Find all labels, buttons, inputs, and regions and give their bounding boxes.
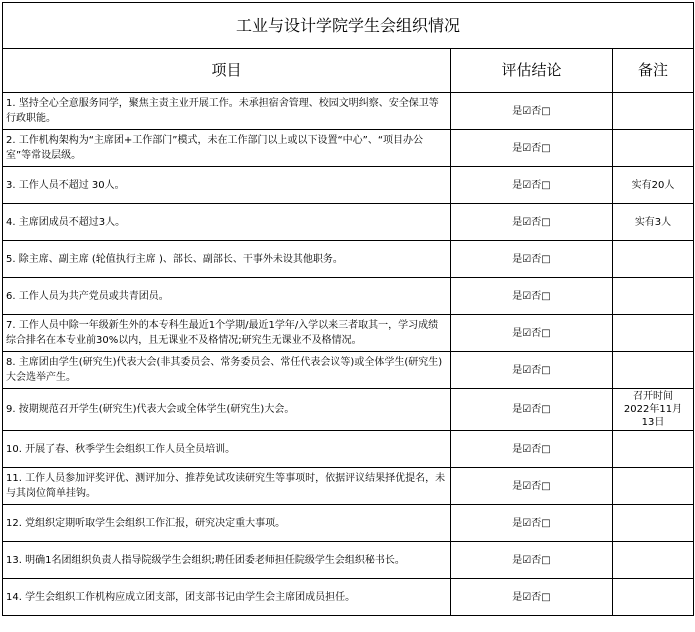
table-row	[3, 167, 694, 204]
remark-cell: 实有20人	[613, 167, 694, 204]
item-cell: 11. 工作人员参加评奖评优、测评加分、推荐免试攻读研究生等事项时，依据评议结果择优提名，未与其岗位简单挂钩。	[3, 468, 451, 505]
result-cell: 是☑否□	[451, 315, 613, 352]
item-cell: 12. 党组织定期听取学生会组织工作汇报，研究决定重大事项。	[3, 505, 451, 542]
item-cell: 3. 工作人员不超过 30人。	[3, 167, 451, 204]
table-row	[3, 204, 694, 241]
header-item: 项目	[3, 49, 451, 93]
table-row	[3, 241, 694, 278]
result-cell: 是☑否□	[451, 93, 613, 130]
item-cell: 7. 工作人员中除一年级新生外的本专科生最近1个学期/最近1学年/入学以来三者取其一，学习成绩综合排名在本专业前30%以内，且无课业不及格情况;研究生无课业不及格情况。	[3, 315, 451, 352]
table-row	[3, 468, 694, 505]
result-cell: 是☑否□	[451, 579, 613, 616]
table-row	[3, 542, 694, 579]
result-cell: 是☑否□	[451, 468, 613, 505]
item-cell: 5. 除主席、副主席 (轮值执行主席 )、部长、副部长、干事外未设其他职务。	[3, 241, 451, 278]
item-cell: 1. 坚持全心全意服务同学，聚焦主责主业开展工作。未承担宿舍管理、校园文明纠察、安全保卫等行政职能。	[3, 93, 451, 130]
table-row	[3, 505, 694, 542]
item-cell: 8. 主席团由学生(研究生)代表大会(非其委员会、常务委员会、常任代表会议等)或全体学生(研究生)大会选举产生。	[3, 352, 451, 389]
remark-cell	[613, 579, 694, 616]
result-cell: 是☑否□	[451, 167, 613, 204]
item-cell: 10. 开展了春、秋季学生会组织工作人员全员培训。	[3, 431, 451, 468]
result-cell: 是☑否□	[451, 130, 613, 167]
item-cell: 14. 学生会组织工作机构应成立团支部，团支部书记由学生会主席团成员担任。	[3, 579, 451, 616]
remark-cell	[613, 241, 694, 278]
remark-cell	[613, 278, 694, 315]
remark-cell: 召开时间 2022年11月 13日	[613, 389, 694, 431]
result-cell: 是☑否□	[451, 278, 613, 315]
table-row	[3, 389, 694, 431]
item-cell: 6. 工作人员为共产党员或共青团员。	[3, 278, 451, 315]
header-result: 评估结论	[451, 49, 613, 93]
table-row	[3, 352, 694, 389]
item-cell: 4. 主席团成员不超过3人。	[3, 204, 451, 241]
remark-cell	[613, 130, 694, 167]
item-cell: 13. 明确1名团组织负责人指导院级学生会组织;聘任团委老师担任院级学生会组织秘书长。	[3, 542, 451, 579]
remark-cell	[613, 93, 694, 130]
table-row	[3, 278, 694, 315]
remark-cell	[613, 431, 694, 468]
remark-cell	[613, 505, 694, 542]
item-cell: 2. 工作机构架构为“主席团+工作部门”模式，未在工作部门以上或以下设置“中心”、“项目办公室”等常设层级。	[3, 130, 451, 167]
remark-cell	[613, 542, 694, 579]
table-row	[3, 431, 694, 468]
result-cell: 是☑否□	[451, 542, 613, 579]
item-cell: 9. 按期规范召开学生(研究生)代表大会或全体学生(研究生)大会。	[3, 389, 451, 431]
remark-cell	[613, 315, 694, 352]
result-cell: 是☑否□	[451, 389, 613, 431]
table-title: 工业与设计学院学生会组织情况	[3, 3, 694, 49]
table-row	[3, 315, 694, 352]
remark-cell	[613, 352, 694, 389]
table-row	[3, 130, 694, 167]
result-cell: 是☑否□	[451, 241, 613, 278]
table-row	[3, 579, 694, 616]
result-cell: 是☑否□	[451, 204, 613, 241]
result-cell: 是☑否□	[451, 431, 613, 468]
organization-table	[2, 2, 694, 616]
header-remark: 备注	[613, 49, 694, 93]
result-cell: 是☑否□	[451, 352, 613, 389]
result-cell: 是☑否□	[451, 505, 613, 542]
remark-cell	[613, 468, 694, 505]
table-row	[3, 93, 694, 130]
remark-cell: 实有3人	[613, 204, 694, 241]
